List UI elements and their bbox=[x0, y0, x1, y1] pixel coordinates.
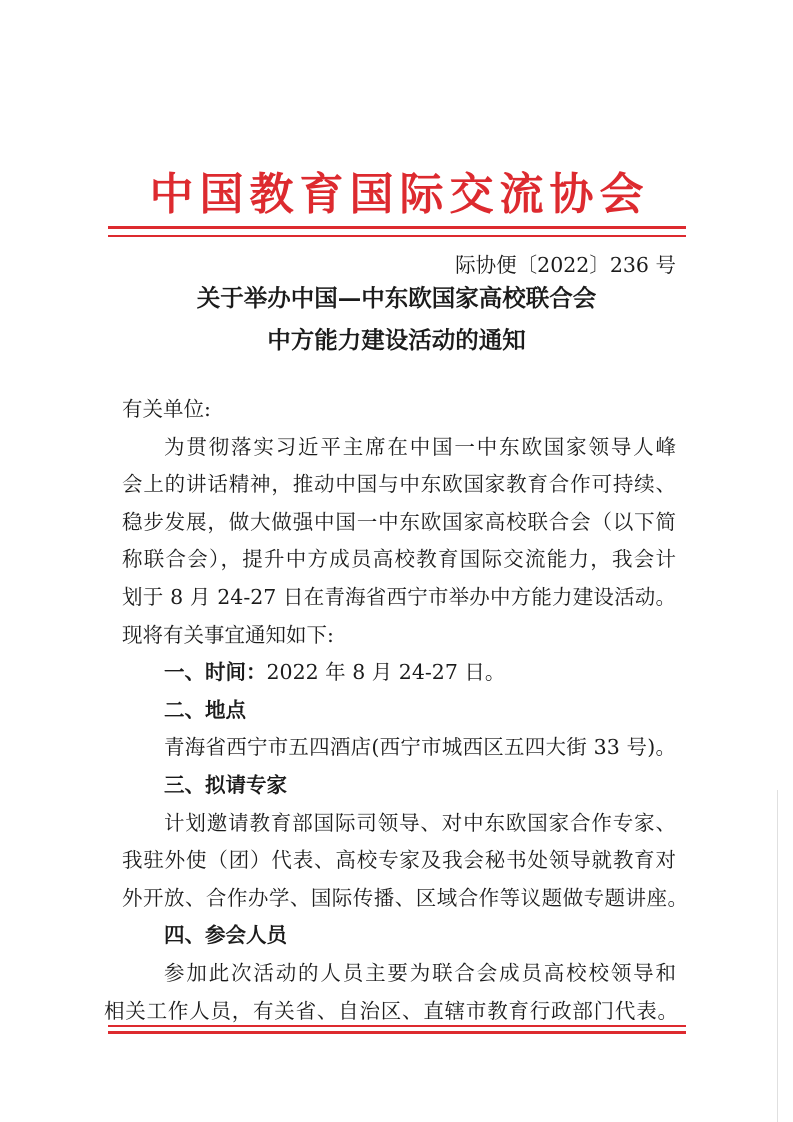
section-venue-heading: 二、地点 bbox=[164, 697, 246, 722]
intro-line: 现将有关事宜通知如下: bbox=[122, 622, 334, 647]
document-number: 际协便〔2022〕236 号 bbox=[455, 253, 676, 277]
section-participants-line: 相关工作人员，有关省、自治区、直辖市教育行政部门代表。 bbox=[104, 998, 678, 1023]
section-time-text: 2022 年 8 月 24-27 日。 bbox=[266, 660, 506, 685]
section-time-heading: 一、时间： bbox=[164, 660, 267, 685]
intro-line: 称联合会），提升中方成员高校教育国际交流能力，我会计 bbox=[122, 547, 676, 572]
intro-line: 会上的讲话精神，推动中国与中东欧国家教育合作可持续、 bbox=[122, 472, 676, 497]
section-participants-line: 参加此次活动的人员主要为联合会成员高校校领导和 bbox=[164, 960, 676, 985]
section-experts-line: 外开放、合作办学、国际传播、区域合作等议题做专题讲座。 bbox=[122, 885, 688, 910]
section-experts-line: 我驻外使（团）代表、高校专家及我会秘书处领导就教育对 bbox=[122, 848, 676, 873]
letterhead-red-rule-thick bbox=[108, 226, 686, 229]
section-participants-heading: 四、参会人员 bbox=[164, 923, 287, 948]
salutation: 有关单位: bbox=[122, 397, 211, 421]
title-line-1: 关于举办中国—中东欧国家高校联合会 bbox=[196, 284, 597, 312]
footer-red-rule-thin bbox=[108, 1025, 686, 1027]
intro-line: 划于 8 月 24-27 日在青海省西宁市举办中方能力建设活动。 bbox=[122, 584, 676, 609]
section-experts-line: 计划邀请教育部国际司领导、对中东欧国家合作专家、 bbox=[164, 810, 676, 835]
footer-red-rule-thick bbox=[108, 1031, 686, 1034]
letterhead-red-rule-thin bbox=[108, 235, 686, 237]
scan-edge-line bbox=[777, 790, 778, 1122]
title-line-2: 中方能力建设活动的通知 bbox=[267, 326, 526, 354]
section-venue-line: 青海省西宁市五四酒店(西宁市城西区五四大街 33 号)。 bbox=[164, 735, 676, 760]
intro-line: 为贯彻落实习近平主席在中国一中东欧国家领导人峰 bbox=[164, 434, 676, 459]
document-title bbox=[0, 277, 793, 361]
document-body bbox=[104, 391, 688, 1030]
intro-line: 稳步发展，做大做强中国一中东欧国家高校联合会（以下简 bbox=[122, 509, 676, 534]
letterhead-org-name: 中国教育国际交流协会 bbox=[149, 169, 650, 220]
section-time bbox=[122, 654, 676, 692]
section-experts-heading: 三、拟请专家 bbox=[164, 772, 287, 797]
